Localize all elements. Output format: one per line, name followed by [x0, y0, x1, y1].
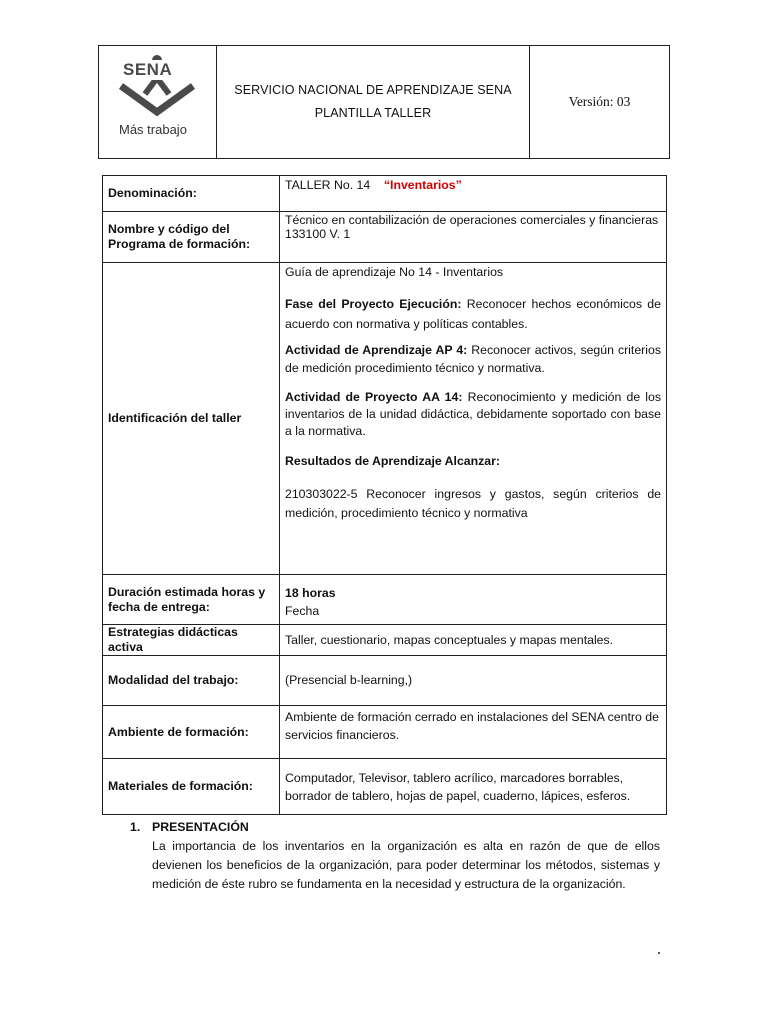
denominacion-value: [280, 176, 667, 212]
template-name: PLANTILLA TALLER: [314, 106, 432, 120]
programa-value: [280, 212, 667, 263]
program-code: 133100 V. 1: [285, 227, 351, 241]
table-row: [103, 759, 667, 815]
fase-label: Fase del Proyecto Ejecución:: [285, 297, 462, 311]
materiales-value: Computador, Televisor, tablero acrílico, marcadores borrables, borrador de tablero, hojas de papel, cuaderno, lápices, esferos.: [280, 759, 667, 815]
aa-text: Reconocimiento y medición de los inventarios de la unidad didáctica, debidamente soportado con base a la normativa.: [285, 390, 662, 438]
row-label: Denominación:: [103, 176, 280, 212]
row-label: Identificación del taller: [103, 263, 280, 575]
guia-text: Guía de aprendizaje No 14 - Inventarios: [285, 265, 504, 279]
section-body: La importancia de los inventarios en la organización es alta en razón de que de ellos devienen los beneficios de la organización, para poder determinar los métodos, sistemas y medición de éste rubro se fundamenta en la necesidad y estructura de la organización.: [152, 839, 660, 891]
section-title: PRESENTACIÓN: [152, 820, 249, 834]
presentacion-section: [130, 818, 660, 894]
table-row: [103, 656, 667, 706]
taller-number: TALLER No. 14: [285, 178, 371, 192]
row-label: Modalidad del trabajo:: [103, 656, 280, 706]
table-row: [103, 706, 667, 759]
version-cell: [530, 46, 669, 158]
row-label: Duración estimada horas y fecha de entrega:: [103, 575, 280, 625]
institution-name: SERVICIO NACIONAL DE APRENDIZAJE SENA: [234, 83, 512, 97]
identificacion-value: [280, 263, 667, 575]
aa-paragraph: [285, 389, 661, 440]
ambiente-value: Ambiente de formación cerrado en instalaciones del SENA centro de servicios financieros.: [280, 706, 667, 759]
logo-text: SENA: [123, 60, 173, 79]
ap-paragraph: [285, 341, 661, 377]
row-label: Ambiente de formación:: [103, 706, 280, 759]
workshop-info-table: [102, 175, 667, 815]
table-row: [103, 212, 667, 263]
table-row: [103, 176, 667, 212]
resultados-label-text: Resultados de Aprendizaje Alcanzar:: [285, 454, 501, 468]
ap-text: Reconocer activos, según criterios de medición procedimiento técnico y normativa.: [285, 343, 661, 375]
logo-tagline: Más trabajo: [119, 122, 187, 137]
version-label: Versión: 03: [568, 94, 631, 109]
program-name: Técnico en contabilización de operaciones comerciales y financieras: [285, 213, 659, 227]
section-number: 1.: [130, 820, 141, 834]
duracion-date: Fecha: [285, 603, 320, 618]
resultados-label: [285, 454, 661, 469]
section-heading: [130, 818, 660, 837]
resultado-text: 210303022-5 Reconocer ingresos y gastos, según criterios de medición, procedimiento técnico y normativa: [285, 487, 661, 520]
row-label: Materiales de formación:: [103, 759, 280, 815]
aa-label: Actividad de Proyecto AA 14:: [285, 390, 463, 404]
modalidad-value: (Presencial b-learning,): [280, 656, 667, 706]
page-mark: [658, 952, 660, 954]
estrategias-value: Taller, cuestionario, mapas conceptuales y mapas mentales.: [280, 625, 667, 656]
row-label: Estrategias didácticas activa: [103, 625, 280, 656]
taller-title: “Inventarios”: [383, 178, 462, 192]
sena-logo: [99, 46, 217, 158]
fase-text: Reconocer hechos económicos de acuerdo con normativa y políticas contables.: [285, 297, 661, 331]
duracion-hours: 18 horas: [285, 585, 336, 600]
header-title-block: [217, 46, 530, 158]
table-row: [103, 263, 667, 575]
ap-label: Actividad de Aprendizaje AP 4:: [285, 343, 468, 357]
duracion-value: [280, 575, 667, 625]
table-row: [103, 575, 667, 625]
table-row: [103, 625, 667, 656]
row-label: Nombre y código del Programa de formación:: [103, 212, 280, 263]
fase-paragraph: [285, 294, 661, 334]
document-header: [98, 45, 670, 159]
